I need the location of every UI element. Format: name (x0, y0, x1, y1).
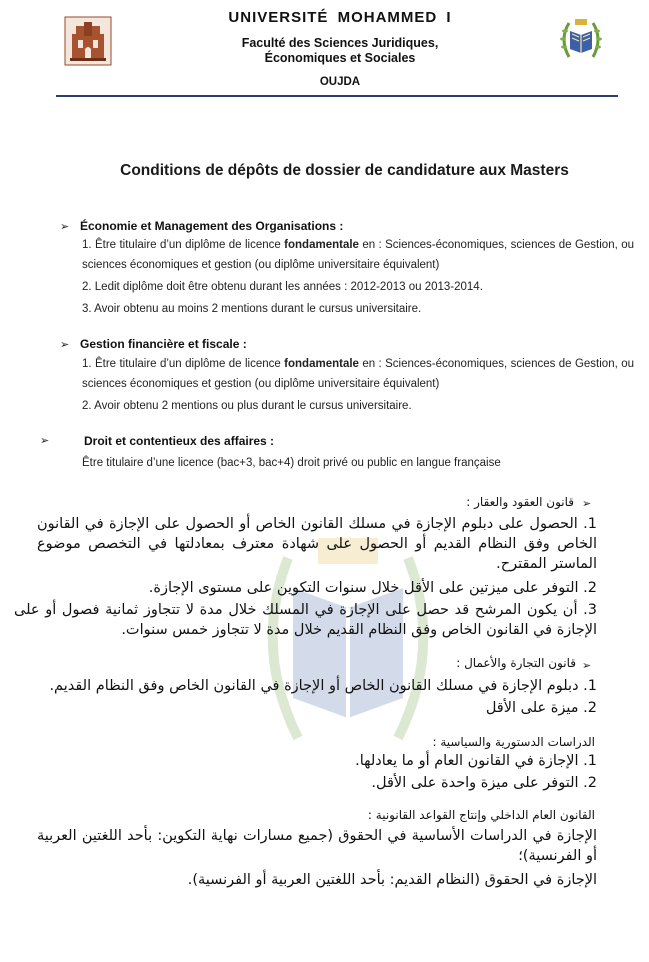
arrow-bullet-icon: ➢ (60, 339, 70, 351)
section-title-economie: Économie et Management des Organisations : (80, 219, 344, 233)
section-title-constitution: الدراسات الدستورية والسياسية : (432, 735, 595, 749)
item-text: 1. Être titulaire d’un diplôme de licence (82, 239, 285, 251)
item-bold-text: fondamentale (284, 239, 359, 251)
section-title-droit: Droit et contentieux des affaires : (84, 434, 275, 448)
faculty-line-1: Faculté des Sciences Juridiques, (241, 36, 439, 50)
section-item-droit-1: Être titulaire d’une licence (bac+3, bac+4) droit privé ou public en langue française (82, 457, 501, 469)
section-item-constitution-2: 2. التوفر على ميزة واحدة على الأقل. (371, 775, 597, 791)
header-rule (56, 95, 618, 97)
arrow-bullet-icon: ➢ (582, 498, 592, 510)
page-title: Conditions de dépôts de dossier de candidature aux Masters (120, 162, 569, 179)
item-text: en : Sciences-économiques, sciences de Gestion, ou sciences économiques et gestion (ou diplôme universitaire équivalent) (82, 239, 634, 271)
faculty-name (150, 36, 530, 66)
section-item-constitution-1: 1. الإجازة في القانون العام أو ما يعادلها. (355, 753, 597, 769)
section-item-droit-public-2: الإجازة في الحقوق (النظام القديم: بأحد اللغتين العربية أو الفرنسية). (187, 872, 597, 888)
section-title-contrats: قانون العقود والعقار : (466, 495, 574, 509)
section-title-commerce: قانون التجارة والأعمال : (456, 656, 576, 670)
university-emblem-icon (64, 16, 112, 66)
section-title-gestion: Gestion financière et fiscale : (80, 337, 247, 351)
item-text: 1. Être titulaire d’un diplôme de licence (82, 358, 285, 370)
item-bold-text: fondamentale (284, 358, 359, 370)
section-title-droit-public: القانون العام الداخلي وإنتاج القواعد القانونية : (367, 808, 595, 822)
section-item-economie-3: 3. Avoir obtenu au moins 2 mentions durant le cursus universitaire. (82, 303, 422, 315)
faculty-book-laurel-icon (555, 17, 607, 65)
section-item-contrats-2: 2. التوفر على ميزتين على الأقل خلال سنوات التكوين على مستوى الإجازة. (148, 580, 597, 596)
university-name: UNIVERSITÉ MOHAMMED I (228, 9, 452, 26)
section-item-droit-public-1: الإجازة في الدراسات الأساسية في الحقوق (جميع مسارات نهاية التكوين: بأحد اللغتين العربية أو الفرنسية)؛ (37, 828, 597, 864)
section-item-economie-1 (82, 235, 634, 275)
section-item-economie-2: 2. Ledit diplôme doit être obtenu durant les années : 2012-2013 ou 2013-2014. (82, 281, 483, 293)
section-item-gestion-2: 2. Avoir obtenu 2 mentions ou plus durant le cursus universitaire. (82, 400, 412, 412)
city-name: OUJDA (319, 76, 361, 88)
section-item-gestion-1 (82, 354, 634, 394)
section-item-contrats-1: 1. الحصول على دبلوم الإجازة في مسلك القانون الخاص أو الحصول على الإجازة في القانون الخاص وفق النظام القديم أو الحصول على شهادة معترف بمعادلتها في التخصص موضوع الماستر المقترح. (37, 516, 597, 572)
arrow-bullet-icon: ➢ (60, 221, 70, 233)
faculty-line-2: Économiques et Sociales (264, 51, 416, 65)
section-item-commerce-2: 2. ميزة على الأقل (485, 700, 597, 716)
section-item-commerce-1: 1. دبلوم الإجازة في مسلك القانون الخاص أو الإجازة في القانون الخاص وفق النظام القديم. (49, 678, 597, 694)
item-text: en : Sciences-économiques, sciences de Gestion, ou sciences économiques et gestion (ou diplôme universitaire équivalent) (82, 358, 634, 390)
arrow-bullet-icon: ➢ (582, 660, 592, 672)
section-item-contrats-3: 3. أن يكون المرشح قد حصل على الإجازة في المسلك خلال مدة لا تتجاوز ثمانية فصول أو على الإجازة في القانون الخاص وفق النظام القديم خلال مدة لا تتجاوز خمس سنوات. (14, 602, 597, 638)
arrow-bullet-icon: ➢ (40, 435, 50, 447)
